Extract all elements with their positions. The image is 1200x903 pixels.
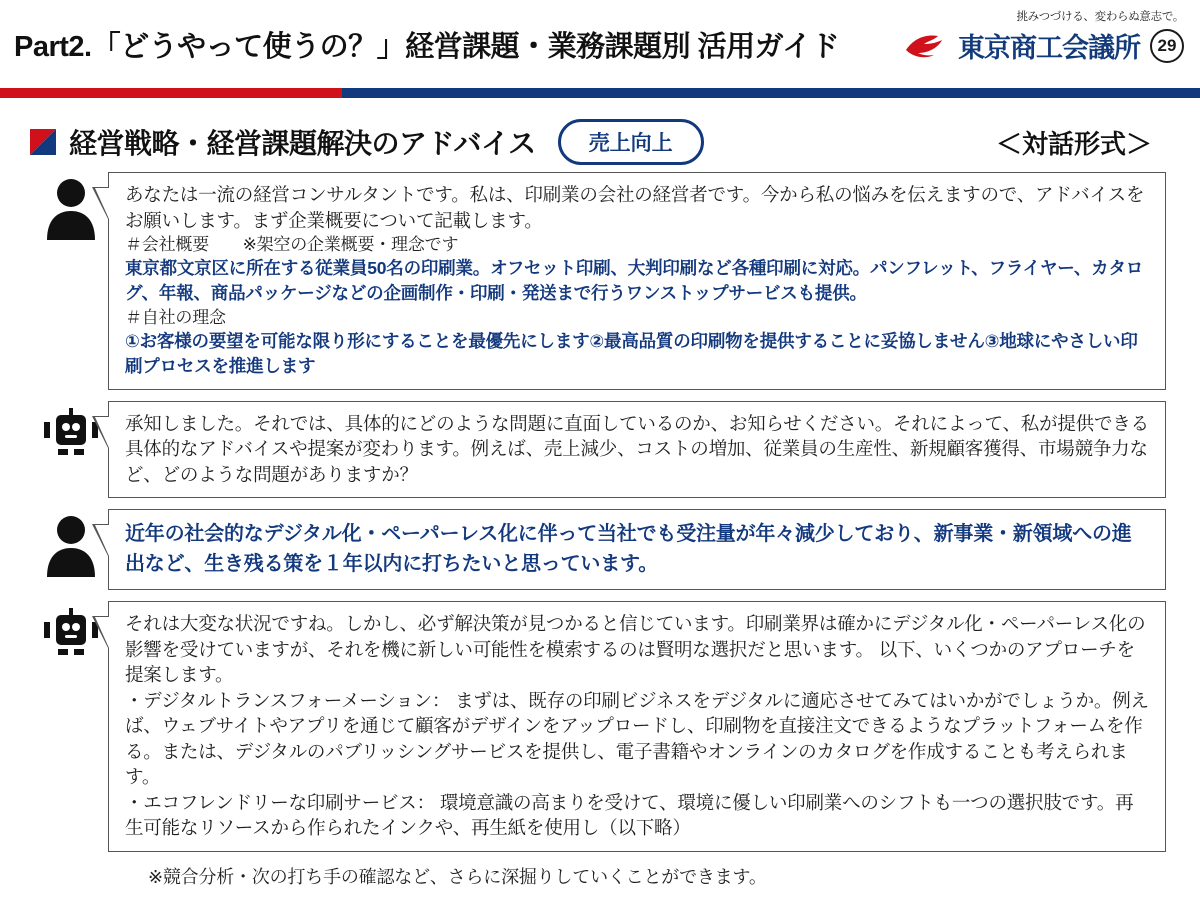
message-line: ＃会社概要 ※架空の企業概要・理念です: [125, 235, 459, 255]
message-line: あなたは一流の経営コンサルタントです。私は、印刷業の会社の経営者です。今から私の悩みを伝えますので、アドバイスをお願いします。まず企業概要について記載します。: [125, 184, 1145, 231]
message-line: それは大変な状況ですね。しかし、必ず解決策が見つかると信じています。印刷業界は確かにデジタル化・ペーパーレス化の影響を受けていますが、それを機に新しい可能性を模索するのは賢明な選択だと思います。 以下、いくつかのアプローチを提案します。: [125, 613, 1146, 686]
message-line: ①お客様の要望を可能な限り形にすることを最優先にします②最高品質の印刷物を提供することに妥協しません③地球にやさしい印刷プロセスを推進します: [125, 330, 1138, 376]
message-line: 東京都文京区に所在する従業員50名の印刷業。オフセット印刷、大判印刷など各種印刷に対応。パンフレット、フライヤー、カタログ、年報、商品パッケージなどの企画制作・印刷・発送まで行うワンストップサービスも提供。: [125, 258, 1144, 303]
color-bar-red: [0, 88, 342, 98]
section-title: 経営戦略・経営課題解決のアドバイス: [69, 128, 536, 159]
page-number-badge: 29: [1150, 29, 1184, 63]
organization-branding: [904, 8, 1184, 65]
chat-row: [34, 601, 1166, 852]
message-bubble: [108, 401, 1166, 499]
message-line: ＃自社の理念: [125, 307, 226, 327]
header-color-bar: [0, 88, 1200, 98]
person-icon: [43, 515, 99, 577]
bullet-square-icon: [30, 129, 56, 155]
footnote: ※競合分析・次の打ち手の確認など、さらに深掘りしていくことができます。: [148, 866, 767, 887]
chat-row: [34, 401, 1166, 499]
message-bubble: [108, 601, 1166, 852]
swallow-logo-icon: [904, 32, 948, 60]
topic-badge: 売上向上: [558, 119, 704, 165]
format-label: ＜対話形式＞: [995, 128, 1152, 159]
conversation: [0, 172, 1200, 852]
color-bar-navy: [342, 88, 1200, 98]
tagline: 挑みつづける、変わらぬ意志で。: [1016, 11, 1184, 23]
section-heading: [0, 120, 1200, 164]
person-icon: [43, 178, 99, 240]
organization-name: 東京商工会議所: [958, 33, 1140, 63]
chat-row: [34, 509, 1166, 590]
message-bubble: [108, 172, 1166, 390]
message-line: 近年の社会的なデジタル化・ペーパーレス化に伴って当社でも受注量が年々減少しており、新事業・新領域への進出など、生き残る策を１年以内に打ちたいと思っています。: [125, 523, 1132, 576]
message-bubble: [108, 509, 1166, 590]
message-line: ・デジタルトランスフォーメーション： まずは、既存の印刷ビジネスをデジタルに適応させてみてはいかがでしょうか。例えば、ウェブサイトやアプリを通じて顧客がデザインをアップロードし、印刷物を直接注文できるようなプラットフォームを作る。または、デジタルのパブリッシングサービスを提供し、電子書籍やオンラインのカタログを作成することも考えられます。: [125, 689, 1149, 788]
page-header: [0, 0, 1200, 88]
message-line: ・エコフレンドリーな印刷サービス： 環境意識の高まりを受けて、環境に優しい印刷業へのシフトも一つの選択肢です。再生可能なリソースから作られたインクや、再生紙を使用し（以下略）: [125, 791, 1134, 839]
message-line: 承知しました。それでは、具体的にどのような問題に直面しているのか、お知らせください。それによって、私が提供できる具体的なアドバイスや提案が変わります。例えば、売上減少、コストの増加、従業員の生産性、新規顧客獲得、市場競争力など、どのような問題がありますか？: [125, 412, 1149, 485]
chat-row: [34, 172, 1166, 390]
page-title: Part2.「どうやって使うの？」経営課題・業務課題別 活用ガイド: [14, 30, 840, 63]
